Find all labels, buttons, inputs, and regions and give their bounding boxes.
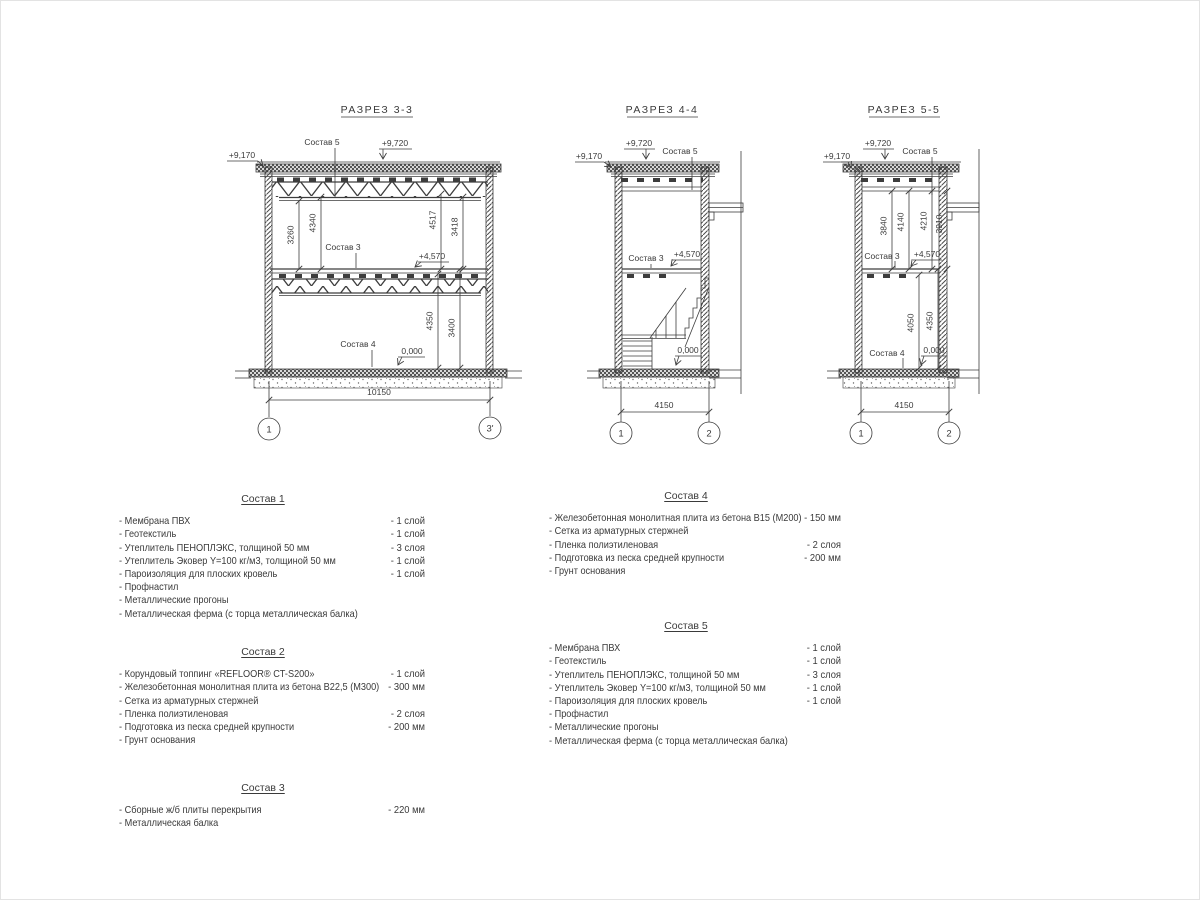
composition-item	[531, 735, 841, 748]
roof-slab	[843, 164, 959, 172]
elevation-mark-top	[863, 138, 894, 159]
composition-items	[101, 668, 425, 747]
item-name: - Грунт основания	[119, 735, 196, 747]
callout-label: Состав 4	[869, 348, 905, 358]
composition-item	[101, 708, 425, 721]
section-title: РАЗРЕЗ 3-3	[340, 104, 414, 116]
composition-title: Состав 5	[664, 620, 708, 632]
item-name: - Профнастил	[119, 582, 179, 594]
item-value: - 1 слой	[806, 643, 841, 655]
dim-value: 4050	[905, 313, 916, 333]
elevation-value: +9,720	[864, 138, 892, 148]
item-name: - Мембрана ПВХ	[549, 643, 621, 655]
item-value: - 1 слой	[390, 516, 425, 528]
item-value: - 150 мм	[804, 513, 841, 525]
mid-elevation-mark	[911, 249, 942, 266]
callout-label: Состав 3	[864, 251, 900, 261]
item-value: - 3 слоя	[390, 542, 425, 554]
elevation-value: +9,720	[625, 138, 653, 148]
wall-right	[701, 167, 709, 373]
dim-value: 4210	[918, 211, 929, 231]
section-title: РАЗРЕЗ 5-5	[867, 104, 941, 116]
dim-value: 3840	[878, 216, 889, 236]
grid-label: 2	[706, 428, 712, 440]
composition-item	[101, 542, 425, 555]
wall-left	[615, 167, 622, 373]
composition-list-4	[531, 490, 841, 578]
item-name: - Железобетонная монолитная плита из бетона В15 (М200)	[549, 513, 802, 525]
item-value: - 1 слой	[390, 669, 425, 681]
elevation-value: +9,170	[823, 151, 851, 161]
grid-label: 1	[858, 428, 864, 440]
grid-label: 3'	[486, 423, 494, 435]
item-value: - 1 слой	[806, 695, 841, 707]
sections-drawing	[1, 1, 1200, 461]
composition-item	[531, 669, 841, 682]
item-name: - Подготовка из песка средней крупности	[549, 552, 725, 564]
composition-item	[101, 695, 425, 708]
item-value: - 220 мм	[388, 805, 425, 817]
composition-items	[101, 515, 425, 621]
composition-item	[101, 681, 425, 694]
grid-bubble-left	[258, 418, 280, 440]
item-name: - Сетка из арматурных стержней	[549, 526, 689, 538]
item-name: - Железобетонная монолитная плита из бетона В22,5 (М300)	[119, 682, 380, 694]
item-value: - 200 мм	[388, 721, 425, 733]
composition-item	[101, 668, 425, 681]
callout-label: Состав 5	[902, 146, 938, 156]
elevation-value: +4,570	[673, 249, 701, 259]
item-name: - Утеплитель Эковер Y=100 кг/м3, толщиной 50 мм	[549, 682, 766, 694]
dim-value: 4350	[924, 311, 935, 331]
composition-item	[531, 682, 841, 695]
composition-item	[101, 568, 425, 581]
composition-item	[531, 721, 841, 734]
composition-item	[101, 817, 425, 830]
grid-bubble-left	[850, 422, 872, 444]
elevation-value: 0,000	[923, 345, 945, 355]
item-name: - Профнастил	[549, 709, 609, 721]
composition-list-5	[531, 620, 841, 748]
item-name: - Мембрана ПВХ	[119, 516, 191, 528]
composition-items	[531, 512, 841, 578]
item-name: - Сетка из арматурных стержней	[119, 695, 259, 707]
mid-elevation-mark	[415, 251, 449, 267]
elevation-value: 0,000	[401, 346, 423, 356]
wall-left	[265, 167, 272, 373]
item-name: - Пароизоляция для плоских кровель	[549, 695, 708, 707]
item-value: - 1 слой	[390, 568, 425, 580]
callout-label: Состав 5	[662, 146, 698, 156]
item-name: - Геотекстиль	[549, 656, 607, 668]
composition-item	[101, 581, 425, 594]
composition-item	[531, 642, 841, 655]
grid-bubble-right	[938, 422, 960, 444]
item-value: - 1 слой	[390, 529, 425, 541]
composition-item	[531, 552, 841, 565]
item-name: - Утеплитель Эковер Y=100 кг/м3, толщиной 50 мм	[119, 555, 336, 567]
composition-list-2	[101, 646, 425, 747]
dim-value: 3418	[449, 217, 460, 237]
mid-composition-callout	[325, 242, 361, 268]
item-name: - Металлическая балка	[119, 818, 219, 830]
item-value: - 1 слой	[806, 656, 841, 668]
composition-title: Состав 3	[241, 782, 285, 794]
adjacent-bay	[947, 149, 979, 394]
dimension-lower	[906, 266, 942, 371]
composition-title: Состав 1	[241, 493, 285, 505]
composition-item	[531, 525, 841, 538]
composition-item	[101, 594, 425, 607]
elevation-value: +4,570	[418, 251, 446, 261]
composition-items	[101, 804, 425, 830]
composition-item	[531, 512, 841, 525]
item-value: - 2 слоя	[390, 708, 425, 720]
elevation-value: +4,570	[913, 249, 941, 259]
floor-truss	[272, 279, 488, 293]
dim-value: 4140	[895, 212, 906, 232]
mid-composition-callout	[864, 251, 900, 268]
item-name: - Пленка полиэтиленовая	[549, 539, 659, 551]
composition-title: Состав 4	[664, 490, 708, 502]
section-title: РАЗРЕЗ 4-4	[625, 104, 699, 116]
composition-item	[101, 555, 425, 568]
dim-value: 3260	[285, 225, 296, 245]
elevation-value: +9,170	[228, 150, 256, 160]
section-view-4-4	[575, 104, 743, 444]
span-value: 4150	[654, 400, 674, 410]
composition-title: Состав 2	[241, 646, 285, 658]
item-value: - 300 мм	[388, 682, 425, 694]
grid-bubble-right	[479, 417, 501, 439]
elevation-value: +9,720	[381, 138, 409, 148]
composition-item	[531, 539, 841, 552]
composition-item	[101, 608, 425, 621]
item-name: - Пленка полиэтиленовая	[119, 708, 229, 720]
dim-value: 3910	[934, 214, 944, 234]
item-value: - 1 слой	[806, 682, 841, 694]
item-value: - 200 мм	[804, 552, 841, 564]
elevation-mark-left	[575, 151, 611, 167]
item-name: - Металлическая ферма (с торца металлическая балка)	[549, 735, 788, 747]
roof-slab	[256, 164, 501, 172]
floor-slab	[249, 369, 507, 377]
elevation-mark-top	[624, 138, 655, 159]
dim-value: 4350	[424, 311, 435, 331]
composition-item	[101, 528, 425, 541]
item-name: - Подготовка из песка средней крупности	[119, 721, 295, 733]
composition-list-1	[101, 493, 425, 621]
roof-slab	[607, 164, 719, 172]
grid-label: 2	[946, 428, 952, 440]
grid-label: 1	[266, 424, 272, 436]
composition-item	[101, 804, 425, 817]
composition-items	[531, 642, 841, 748]
wall-right	[486, 167, 493, 373]
section-view-3-3	[227, 104, 522, 440]
section-view-5-5	[823, 104, 979, 444]
span-value: 10150	[367, 387, 391, 397]
elevation-mark-top	[379, 138, 412, 159]
composition-item	[101, 721, 425, 734]
composition-item	[531, 565, 841, 578]
floor-slab	[839, 369, 959, 377]
item-name: - Утеплитель ПЕНОПЛЭКС, толщиной 50 мм	[549, 669, 740, 681]
callout-label: Состав 5	[304, 137, 340, 147]
item-name: - Металлические прогоны	[549, 722, 659, 734]
dim-value: 4340	[307, 213, 318, 233]
item-name: - Утеплитель ПЕНОПЛЭКС, толщиной 50 мм	[119, 542, 310, 554]
item-value: - 1 слой	[390, 555, 425, 567]
item-value: - 2 слоя	[806, 539, 841, 551]
item-name: - Корундовый топпинг «REFLOOR® CT-S200»	[119, 669, 315, 681]
roof-truss	[272, 182, 488, 197]
item-value: - 3 слоя	[806, 669, 841, 681]
floor-slab	[599, 369, 719, 377]
item-name: - Сборные ж/б плиты перекрытия	[119, 805, 262, 817]
item-name: - Металлическая ферма (с торца металлическая балка)	[119, 608, 358, 620]
composition-item	[531, 708, 841, 721]
dim-value: 3400	[446, 318, 457, 338]
item-name: - Пароизоляция для плоских кровель	[119, 568, 278, 580]
item-name: - Металлические прогоны	[119, 595, 229, 607]
composition-item	[101, 734, 425, 747]
floor-composition-callout	[869, 348, 905, 368]
staircase	[622, 278, 709, 369]
callout-label: Состав 4	[340, 339, 376, 349]
composition-list-3	[101, 782, 425, 831]
floor-composition-callout	[340, 339, 376, 367]
composition-item	[101, 515, 425, 528]
composition-item	[531, 695, 841, 708]
mid-elevation-mark	[671, 249, 702, 266]
grid-label: 1	[618, 428, 624, 440]
elevation-value: 0,000	[677, 345, 699, 355]
base-layer	[603, 377, 715, 388]
callout-label: Состав 3	[325, 242, 361, 252]
mid-composition-callout	[628, 253, 664, 268]
zero-elevation-mark	[675, 345, 702, 365]
item-name: - Геотекстиль	[119, 529, 177, 541]
composition-item	[531, 655, 841, 668]
grid-bubble-right	[698, 422, 720, 444]
grid-bubble-left	[610, 422, 632, 444]
base-layer	[843, 377, 955, 388]
dim-value: 4517	[427, 210, 438, 230]
zero-elevation-mark	[398, 346, 425, 365]
callout-label: Состав 3	[628, 253, 664, 263]
elevation-value: +9,170	[575, 151, 603, 161]
span-value: 4150	[894, 400, 914, 410]
adjacent-bay	[709, 151, 743, 394]
item-name: - Грунт основания	[549, 565, 626, 577]
wall-left	[855, 167, 862, 373]
